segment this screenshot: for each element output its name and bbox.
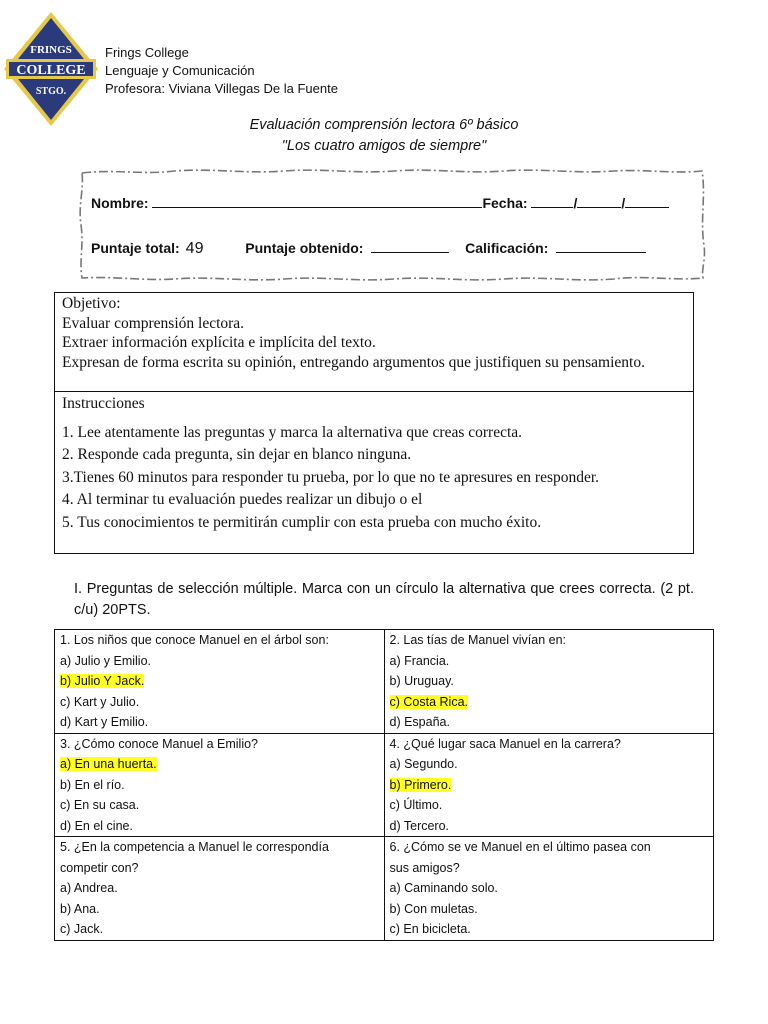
question-cell	[384, 733, 714, 837]
answer-option[interactable]	[60, 692, 379, 713]
question-text: 6. ¿Cómo se ve Manuel en el último pasea con	[389, 840, 651, 854]
answer-option[interactable]	[60, 899, 379, 920]
question-cell	[384, 837, 714, 941]
objectives-heading: Objetivo:	[62, 295, 121, 312]
answer-option-label: c) En bicicleta.	[389, 922, 471, 936]
answer-option[interactable]	[60, 651, 379, 672]
answer-option[interactable]	[390, 795, 709, 816]
table-row	[55, 630, 714, 734]
question-text: 1. Los niños que conoce Manuel en el árbol son:	[60, 633, 329, 647]
student-info-box	[74, 165, 710, 285]
instruction-item: 5. Tus conocimientos te permitirán cumplir con esta prueba con mucho éxito.	[62, 513, 542, 531]
objective-item: Expresan de forma escrita su opinión, entregando argumentos que justifiquen su pensamiento.	[62, 353, 645, 371]
table-row	[55, 733, 714, 837]
grade-field[interactable]	[556, 240, 646, 253]
obtained-score-label: Puntaje obtenido:	[245, 240, 364, 256]
objectives-instructions-box	[54, 292, 694, 554]
teacher-name: Profesora: Viviana Villegas De la Fuente	[105, 81, 338, 96]
instruction-item: 4. Al terminar tu evaluación puedes realizar un dibujo o el	[62, 491, 423, 508]
total-score-value: 49	[185, 240, 204, 257]
question-text: 5. ¿En la competencia a Manuel le correspondía	[60, 840, 329, 854]
school-logo	[2, 10, 100, 128]
answer-option-label: a) Segundo.	[389, 757, 458, 771]
questions-table	[54, 629, 714, 941]
answer-option[interactable]	[60, 754, 379, 775]
answer-option[interactable]	[390, 712, 709, 733]
answer-option[interactable]	[60, 775, 379, 796]
name-date-row	[91, 195, 669, 211]
school-info	[105, 44, 338, 98]
instruction-item: 3.Tienes 60 minutos para responder tu prueba, por lo que no te apresures en responder.	[62, 468, 600, 486]
objective-item: Extraer información explícita e implícita del texto.	[62, 334, 376, 351]
question-cell	[55, 837, 385, 941]
question-cell	[384, 630, 714, 734]
answer-option[interactable]	[390, 754, 709, 775]
answer-option-label: d) Kart y Emilio.	[60, 715, 149, 729]
answer-option[interactable]	[60, 919, 379, 940]
school-name: Frings College	[105, 45, 189, 60]
answer-option[interactable]	[390, 692, 709, 713]
objective-item: Evaluar comprensión lectora.	[62, 314, 245, 332]
answer-option-label: b) Uruguay.	[389, 674, 454, 688]
highlighted-answer: b) Primero.	[389, 777, 452, 792]
answer-option[interactable]	[60, 671, 379, 692]
question-text: competir con?	[60, 860, 139, 875]
answer-option-label: d) En el cine.	[60, 818, 133, 833]
date-label: Fecha:	[482, 195, 528, 211]
date-separator: /	[621, 195, 626, 211]
logo-text-middle: COLLEGE	[16, 63, 86, 78]
instruction-item: 2. Responde cada pregunta, sin dejar en blanco ninguna.	[62, 446, 412, 463]
answer-option[interactable]	[390, 878, 709, 899]
logo-text-bottom: STGO.	[35, 86, 67, 97]
subject-name: Lenguaje y Comunicación	[105, 63, 255, 78]
name-label: Nombre:	[91, 195, 149, 211]
answer-option-label: c) En su casa.	[60, 798, 140, 812]
answer-option-label: a) Andrea.	[60, 881, 118, 895]
table-row	[55, 837, 714, 941]
instructions-section	[55, 392, 693, 534]
obtained-score-field[interactable]	[371, 240, 449, 253]
instructions-heading: Instrucciones	[62, 395, 145, 412]
answer-option-label: a) Francia.	[389, 653, 450, 668]
answer-option-label: c) Kart y Julio.	[60, 694, 140, 709]
name-field[interactable]	[152, 195, 482, 208]
total-score-label: Puntaje total:	[91, 240, 180, 256]
grade-label: Calificación:	[465, 240, 549, 256]
answer-option-label: d) Tercero.	[389, 818, 450, 833]
section-heading: I. Preguntas de selección múltiple. Marca con un círculo la alternativa que crees correcta. (2 pt. c/u) 20PTS.	[74, 581, 694, 618]
evaluation-title: Evaluación comprensión lectora 6º básico	[249, 117, 519, 133]
story-title: "Los cuatro amigos de siempre"	[281, 138, 487, 154]
answer-option[interactable]	[390, 899, 709, 920]
highlighted-answer: a) En una huerta.	[60, 757, 157, 771]
answer-option[interactable]	[60, 712, 379, 733]
answer-option[interactable]	[60, 816, 379, 837]
answer-option[interactable]	[390, 816, 709, 837]
answer-option[interactable]	[390, 671, 709, 692]
highlighted-answer: c) Costa Rica.	[389, 694, 468, 709]
answer-option-label: a) Julio y Emilio.	[60, 653, 151, 668]
answer-option[interactable]	[60, 795, 379, 816]
score-row	[91, 240, 646, 258]
answer-option-label: a) Caminando solo.	[389, 881, 498, 895]
logo-text-top: FRINGS	[30, 44, 72, 56]
answer-option-label: b) Ana.	[60, 901, 100, 916]
question-text: 4. ¿Qué lugar saca Manuel en la carrera?	[389, 736, 621, 751]
objectives-section	[55, 293, 693, 392]
question-cell	[55, 733, 385, 837]
instruction-item: 1. Lee atentamente las preguntas y marca la alternativa que creas correcta.	[62, 423, 523, 441]
answer-option-label: d) España.	[389, 715, 450, 729]
answer-option[interactable]	[60, 878, 379, 899]
answer-option-label: b) En el río.	[60, 777, 125, 792]
highlighted-answer: b) Julio Y Jack.	[60, 674, 145, 688]
answer-option[interactable]	[390, 651, 709, 672]
answer-option[interactable]	[390, 775, 709, 796]
question-text: 2. Las tías de Manuel vivían en:	[389, 633, 566, 647]
answer-option-label: c) Jack.	[60, 922, 104, 936]
date-month-field[interactable]	[577, 195, 621, 208]
answer-option-label: c) Último.	[389, 798, 443, 812]
answer-option[interactable]	[390, 919, 709, 940]
question-text: sus amigos?	[389, 860, 460, 875]
answer-option-label: b) Con muletas.	[389, 901, 478, 916]
question-cell	[55, 630, 385, 734]
question-text: 3. ¿Cómo conoce Manuel a Emilio?	[60, 736, 259, 751]
date-year-field[interactable]	[625, 195, 669, 208]
date-separator: /	[573, 195, 578, 211]
date-day-field[interactable]	[531, 195, 573, 208]
